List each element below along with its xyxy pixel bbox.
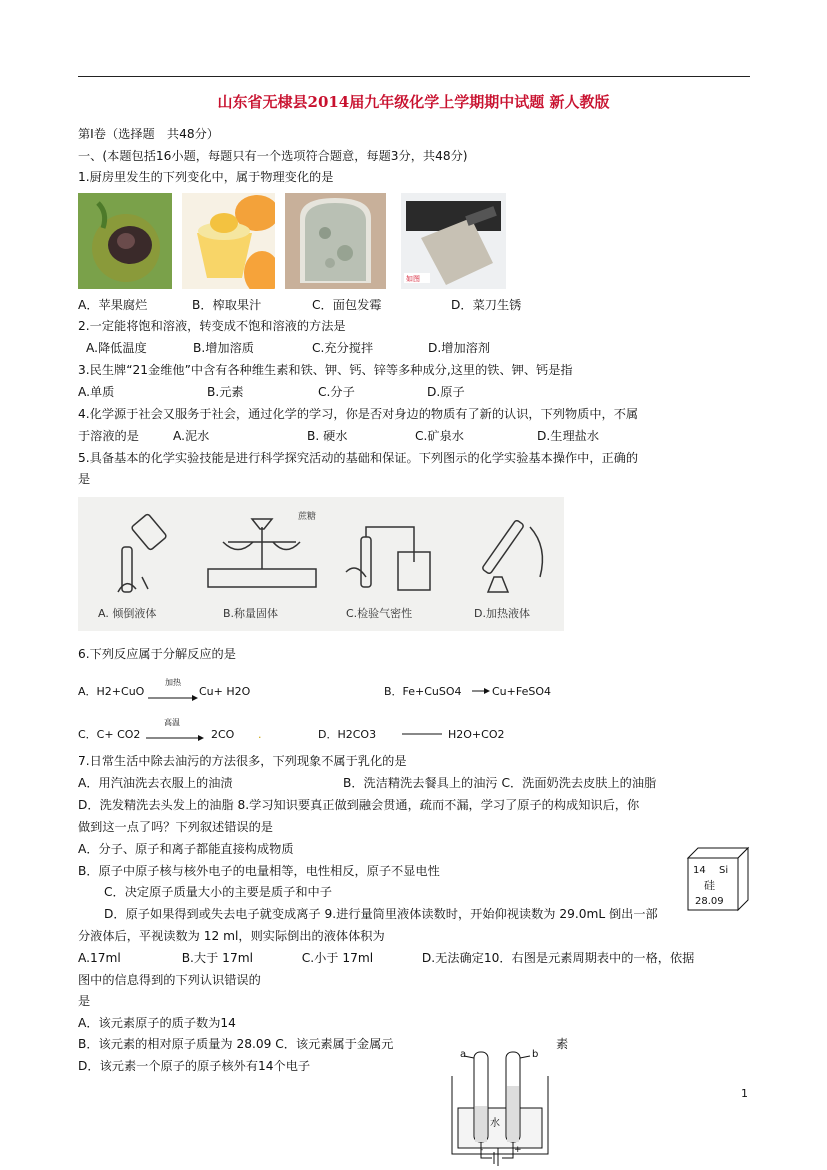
photo-juicer <box>182 193 275 289</box>
q6-d-right: H2O+CO2 <box>448 728 505 741</box>
q6-c-left: C．C+ CO2 <box>78 728 141 741</box>
electrolysis-plus: + <box>514 1145 522 1155</box>
section-instructions: 一、(本题包括16小题，每题只有一个选项符合题意，每题3分，共48分) <box>78 149 468 163</box>
page-title: 山东省无棣县2014届九年级化学上学期期中试题 新人教版 <box>217 93 610 111</box>
q10-option-d: D．该元素一个原子的原子核外有14个电子 <box>78 1059 311 1073</box>
q2-option-b: B.增加溶质 <box>193 341 254 355</box>
electrolysis-label-a: a <box>460 1049 467 1060</box>
q10-option-c-tail: 素 <box>556 1037 569 1051</box>
q6-d-arrow <box>402 730 442 738</box>
q6-stem: 6.下列反应属于分解反应的是 <box>78 647 236 661</box>
q9-options: A.17ml B.大于 17ml C.小于 17ml D.无法确定10．右图是元素周期表中的一格，依据 <box>78 951 695 965</box>
q3-option-d: D.原子 <box>427 385 465 399</box>
q1-stem: 1.厨房里发生的下列变化中，属于物理变化的是 <box>78 170 334 184</box>
q10-line2: 是 <box>78 994 91 1008</box>
q6-c-condition: 高温 <box>164 718 180 727</box>
q6-d-left: D．H2CO3 <box>318 728 377 741</box>
q8-intro: 做到这一点了吗？下列叙述错误的是 <box>78 820 273 834</box>
q4-option-a: A.泥水 <box>173 429 210 443</box>
q8-option-c: C．决定原子质量大小的主要是质子和中子 <box>104 885 332 899</box>
q7-option-d: D．洗发精洗去头发上的油脂 8.学习知识要真正做到融会贯通，疏而不漏，学习了原子的构成知识后，你 <box>78 798 640 812</box>
q1-option-b: B．榨取果汁 <box>192 298 262 312</box>
electrolysis-apparatus <box>444 1046 556 1166</box>
q6-b-arrow <box>472 686 490 696</box>
q8-option-d: D．原子如果得到或失去电子就变成离子 9.进行量筒里液体读数时，开始仰视读数为 29.0mL 倒出一部 <box>104 907 658 921</box>
header-rule <box>78 76 750 77</box>
q8-option-b: B．原子中原子核与核外电子的电量相等，电性相反，原子不显电性 <box>78 864 440 878</box>
q6-a-arrow <box>148 678 198 698</box>
q6-c-dot: . <box>258 728 262 741</box>
q7-option-bc: B．洗洁精洗去餐具上的油污 C．洗面奶洗去皮肤上的油脂 <box>343 776 657 790</box>
q10-option-a: A．该元素原子的质子数为14 <box>78 1016 236 1030</box>
lab-label-d: D.加热液体 <box>474 607 530 620</box>
element-symbol: Si <box>719 865 729 876</box>
q6-a-left: A．H2+CuO <box>78 685 145 698</box>
q4-option-b: B. 硬水 <box>307 429 348 443</box>
q4-option-d: D.生理盐水 <box>537 429 600 443</box>
q10-line1: 图中的信息得到的下列认识错误的 <box>78 973 261 987</box>
sucrose-label: 蔗糖 <box>298 512 317 522</box>
photo-moldy-bread <box>285 193 386 289</box>
lab-label-a: A. 倾倒液体 <box>98 607 157 620</box>
lab-label-c: C.检验气密性 <box>346 607 413 620</box>
electrolysis-minus: - <box>480 1145 484 1155</box>
q2-stem: 2.一定能将饱和溶液，转变成不饱和溶液的方法是 <box>78 319 346 333</box>
element-name: 硅 <box>704 879 715 892</box>
q4-line1: 4.化学源于社会又服务于社会，通过化学的学习，你是否对身边的物质有了新的认识，下列物质中，不属 <box>78 407 639 421</box>
q1-option-d: D．菜刀生锈 <box>451 298 522 312</box>
q6-c-right: 2CO <box>211 728 235 741</box>
q5-line1: 5.具备基本的化学实验技能是进行科学探究活动的基础和保证。下列图示的化学实验基本操作中，正确的 <box>78 451 639 465</box>
element-mass: 28.09 <box>695 896 724 907</box>
q7-stem: 7.日常生活中除去油污的方法很多，下列现象不属于乳化的是 <box>78 754 407 768</box>
periodic-table-cell <box>686 846 750 912</box>
q6-a-right: Cu+ H2O <box>199 685 251 698</box>
q2-option-c: C.充分搅拌 <box>312 341 374 355</box>
q6-a-condition: 加热 <box>165 678 181 687</box>
q3-option-c: C.分子 <box>318 385 355 399</box>
lab-label-b: B.称量固体 <box>223 607 279 620</box>
q6-b-left: B．Fe+CuSO4 <box>384 685 462 698</box>
element-number: 14 <box>693 865 706 876</box>
q7-option-a: A．用汽油洗去衣服上的油渍 <box>78 776 233 790</box>
q9-line2: 分液体后，平视读数为 12 ml，则实际倒出的液体体积为 <box>78 929 385 943</box>
photo-rusty-knife <box>401 193 506 289</box>
q6-b-right: Cu+FeSO4 <box>492 685 552 698</box>
q3-option-b: B.元素 <box>207 385 244 399</box>
page-number: 1 <box>741 1087 748 1100</box>
q8-option-a: A．分子、原子和离子都能直接构成物质 <box>78 842 294 856</box>
q2-option-a: A.降低温度 <box>86 341 147 355</box>
q10-option-bc: B．该元素的相对原子质量为 28.09 C．该元素属于金属元 <box>78 1037 394 1051</box>
q4-line2: 于溶液的是 <box>78 429 139 443</box>
photo-rotten-apple <box>78 193 172 289</box>
q1-option-c: C．面包发霉 <box>312 298 382 312</box>
section-heading: 第Ⅰ卷（选择题 共48分） <box>78 127 219 141</box>
svg-text:如图: 如图 <box>406 275 420 283</box>
electrolysis-water-label: 水 <box>490 1118 500 1129</box>
q1-option-a: A．苹果腐烂 <box>78 298 148 312</box>
q6-c-arrow <box>146 718 204 738</box>
electrolysis-label-b: b <box>532 1049 539 1060</box>
q4-option-c: C.矿泉水 <box>415 429 464 443</box>
q3-option-a: A.单质 <box>78 385 115 399</box>
q5-lab-figure <box>78 497 564 631</box>
q2-option-d: D.增加溶剂 <box>428 341 491 355</box>
q3-stem: 3.民生牌“21金维他”中含有各种维生素和铁、钾、钙、锌等多种成分,这里的铁、钾、钙是指 <box>78 363 573 377</box>
q5-line2: 是 <box>78 472 91 486</box>
